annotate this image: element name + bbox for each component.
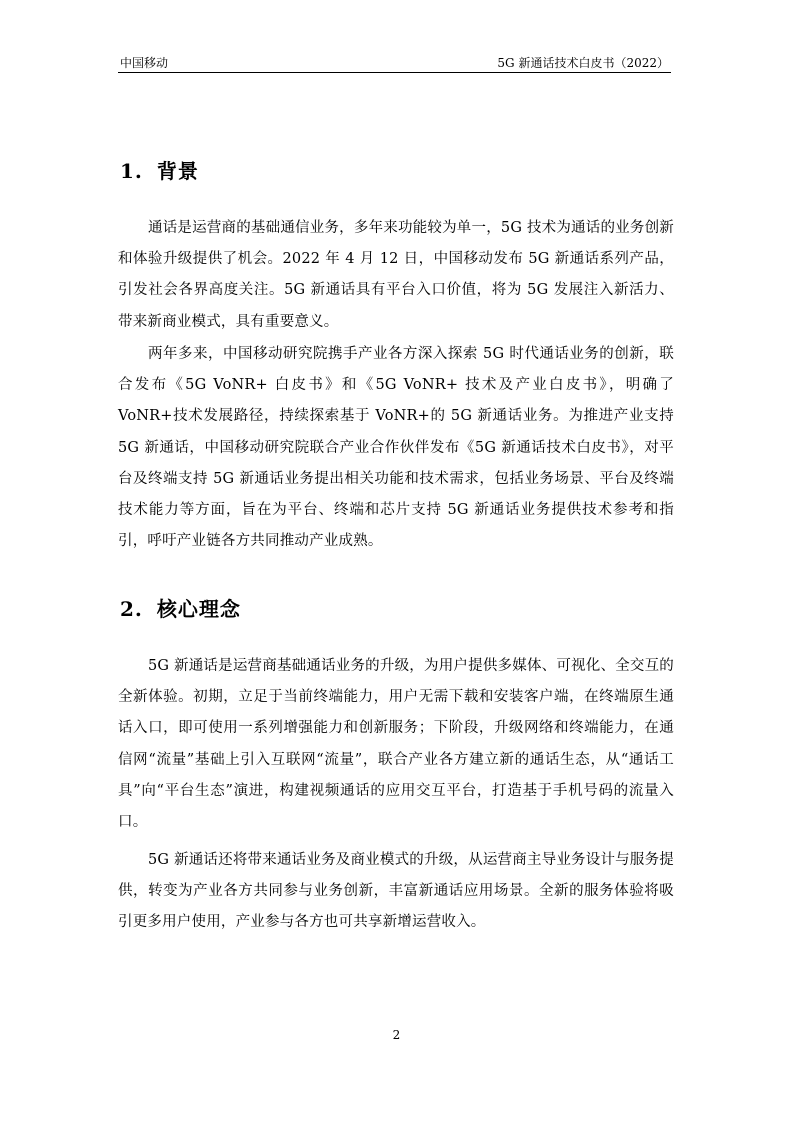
page-number: 2 <box>392 1028 401 1042</box>
page-header <box>118 52 671 73</box>
section-title: 核心理念 <box>156 597 241 621</box>
section-heading-background <box>120 155 199 184</box>
paragraph: 两年多来，中国移动研究院携手产业各方深入探索 5G 时代通话业务的创新，联合发布《5G VoNR+ 白皮书》和《5G VoNR+ 技术及产业白皮书》，明确了 VoNR+技术发展路径，持续探索基于 VoNR+的 5G 新通话业务。为推进产业支持 5G 新通话，中国移动研究院联合产业合作伙伴发布《5G 新通话技术白皮书》，对平台及终端支持 5G 新通话业务提出相关功能和技术需求，包括业务场景、平台及终端技术能力等方面，旨在为平台、终端和芯片支持 5G 新通话业务提供技术参考和指引，呼吁产业链各方共同推动产业成熟。 <box>118 346 674 550</box>
section-heading-core-concept <box>120 593 241 622</box>
section-number: 2. <box>120 597 143 621</box>
paragraph: 5G 新通话是运营商基础通话业务的升级，为用户提供多媒体、可视化、全交互的全新体验。初期，立足于当前终端能力，用户无需下载和安装客户端，在终端原生通话入口，即可使用一系列增强能力和创新服务；下阶段，升级网络和终端能力，在通信网“流量”基础上引入互联网“流量”，联合产业各方建立新的通话生态，从“通话工具”向“平台生态”演进，构建视频通话的应用交互平台，打造基于手机号码的流量入口。 <box>118 658 674 831</box>
header-doc-title: 5G 新通话技术白皮书（2022） <box>497 56 669 70</box>
header-org: 中国移动 <box>120 56 169 70</box>
paragraph: 通话是运营商的基础通信业务，多年来功能较为单一，5G 技术为通话的业务创新和体验升级提供了机会。2022 年 4 月 12 日，中国移动发布 5G 新通话系列产品，引发社会各界高度关注。5G 新通话具有平台入口价值，将为 5G 发展注入新活力、带来新商业模式，具有重要意义。 <box>118 220 674 330</box>
section-title: 背景 <box>156 159 199 183</box>
paragraph: 5G 新通话还将带来通话业务及商业模式的升级，从运营商主导业务设计与服务提供，转变为产业各方共同参与业务创新，丰富新通话应用场景。全新的服务体验将吸引更多用户使用，产业参与各方也可共享新增运营收入。 <box>118 852 674 931</box>
section-number: 1. <box>120 159 143 183</box>
